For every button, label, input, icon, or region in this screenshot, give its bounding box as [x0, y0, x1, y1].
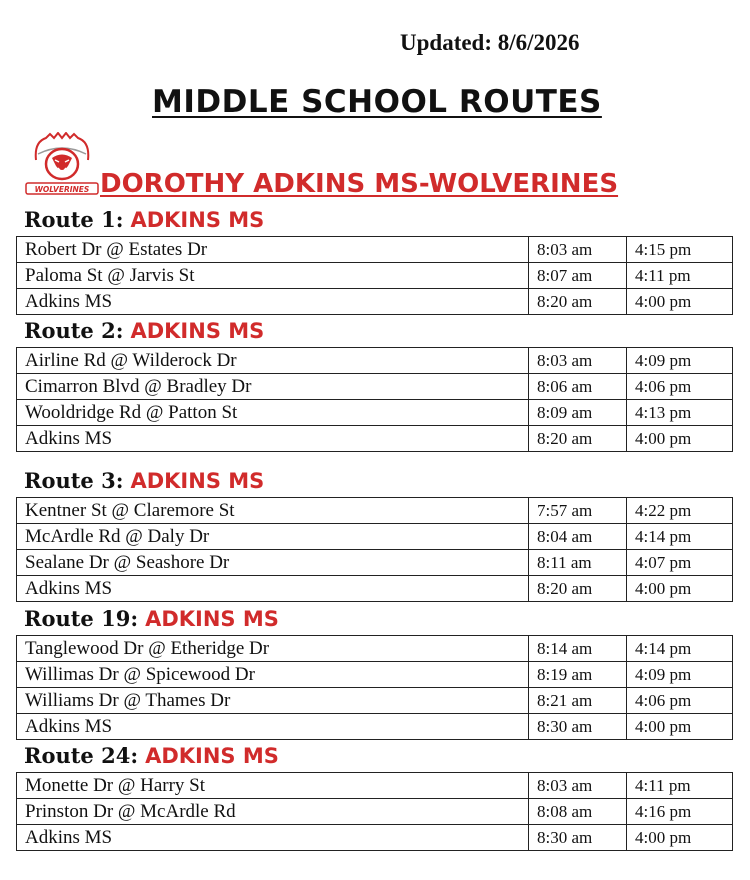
am-time: 8:11 am — [529, 550, 627, 576]
am-time: 8:07 am — [529, 263, 627, 289]
table-row — [17, 714, 733, 740]
pm-time: 4:00 pm — [627, 289, 733, 315]
pm-time: 4:00 pm — [627, 576, 733, 602]
pm-time: 4:09 pm — [627, 662, 733, 688]
am-time: 8:03 am — [529, 773, 627, 799]
am-time: 8:20 am — [529, 289, 627, 315]
am-time: 8:08 am — [529, 799, 627, 825]
updated-date: Updated: 8/6/2026 — [400, 30, 580, 55]
route-label: Route 3: — [24, 468, 124, 493]
school-name: DOROTHY ADKINS MS-WOLVERINES — [100, 169, 619, 199]
am-time: 8:04 am — [529, 524, 627, 550]
route-table — [16, 236, 733, 315]
stop-name: Tanglewood Dr @ Etheridge Dr — [17, 636, 529, 662]
table-row — [17, 636, 733, 662]
pm-time: 4:14 pm — [627, 636, 733, 662]
am-time: 8:21 am — [529, 688, 627, 714]
route-label: Route 24: — [24, 743, 139, 768]
stop-name: Adkins MS — [17, 426, 529, 452]
am-time: 8:30 am — [529, 714, 627, 740]
route-label: Route 1: — [24, 207, 124, 232]
route-heading — [24, 468, 264, 493]
table-row — [17, 400, 733, 426]
am-time: 8:20 am — [529, 426, 627, 452]
stop-name: Paloma St @ Jarvis St — [17, 263, 529, 289]
stop-name: Adkins MS — [17, 825, 529, 851]
stop-name: Airline Rd @ Wilderock Dr — [17, 348, 529, 374]
table-row — [17, 289, 733, 315]
pm-time: 4:06 pm — [627, 688, 733, 714]
logo-text: WOLVERINES — [34, 185, 90, 194]
route-destination: ADKINS MS — [130, 208, 265, 232]
stop-name: Wooldridge Rd @ Patton St — [17, 400, 529, 426]
am-time: 8:03 am — [529, 348, 627, 374]
am-time: 8:09 am — [529, 400, 627, 426]
stop-name: Cimarron Blvd @ Bradley Dr — [17, 374, 529, 400]
table-row — [17, 688, 733, 714]
route-heading — [24, 207, 264, 232]
route-destination: ADKINS MS — [130, 469, 265, 493]
route-table — [16, 497, 733, 602]
pm-time: 4:11 pm — [627, 773, 733, 799]
am-time: 7:57 am — [529, 498, 627, 524]
table-row — [17, 825, 733, 851]
pm-time: 4:22 pm — [627, 498, 733, 524]
pm-time: 4:06 pm — [627, 374, 733, 400]
table-row — [17, 524, 733, 550]
pm-time: 4:15 pm — [627, 237, 733, 263]
route-heading — [24, 318, 264, 343]
pm-time: 4:00 pm — [627, 825, 733, 851]
table-row — [17, 773, 733, 799]
stop-name: Kentner St @ Claremore St — [17, 498, 529, 524]
pm-time: 4:13 pm — [627, 400, 733, 426]
route-destination: ADKINS MS — [145, 607, 279, 631]
route-table — [16, 347, 733, 452]
route-heading — [24, 743, 279, 768]
wolverines-logo-icon — [24, 132, 100, 196]
route-label: Route 19: — [24, 606, 139, 631]
pm-time: 4:00 pm — [627, 714, 733, 740]
stop-name: Willimas Dr @ Spicewood Dr — [17, 662, 529, 688]
route-destination: ADKINS MS — [130, 319, 265, 343]
route-destination: ADKINS MS — [145, 744, 279, 768]
am-time: 8:20 am — [529, 576, 627, 602]
table-row — [17, 263, 733, 289]
stop-name: McArdle Rd @ Daly Dr — [17, 524, 529, 550]
stop-name: Williams Dr @ Thames Dr — [17, 688, 529, 714]
table-row — [17, 374, 733, 400]
table-row — [17, 576, 733, 602]
page-title: MIDDLE SCHOOL ROUTES — [152, 84, 602, 120]
pm-time: 4:16 pm — [627, 799, 733, 825]
stop-name: Adkins MS — [17, 576, 529, 602]
pm-time: 4:09 pm — [627, 348, 733, 374]
am-time: 8:14 am — [529, 636, 627, 662]
am-time: 8:19 am — [529, 662, 627, 688]
route-table — [16, 635, 733, 740]
table-row — [17, 348, 733, 374]
pm-time: 4:07 pm — [627, 550, 733, 576]
am-time: 8:03 am — [529, 237, 627, 263]
pm-time: 4:00 pm — [627, 426, 733, 452]
pm-time: 4:14 pm — [627, 524, 733, 550]
stop-name: Robert Dr @ Estates Dr — [17, 237, 529, 263]
stop-name: Adkins MS — [17, 714, 529, 740]
route-table — [16, 772, 733, 851]
table-row — [17, 498, 733, 524]
am-time: 8:06 am — [529, 374, 627, 400]
route-heading — [24, 606, 279, 631]
table-row — [17, 550, 733, 576]
stop-name: Adkins MS — [17, 289, 529, 315]
stop-name: Prinston Dr @ McArdle Rd — [17, 799, 529, 825]
route-label: Route 2: — [24, 318, 124, 343]
pm-time: 4:11 pm — [627, 263, 733, 289]
table-row — [17, 662, 733, 688]
stop-name: Monette Dr @ Harry St — [17, 773, 529, 799]
table-row — [17, 426, 733, 452]
table-row — [17, 237, 733, 263]
stop-name: Sealane Dr @ Seashore Dr — [17, 550, 529, 576]
am-time: 8:30 am — [529, 825, 627, 851]
table-row — [17, 799, 733, 825]
